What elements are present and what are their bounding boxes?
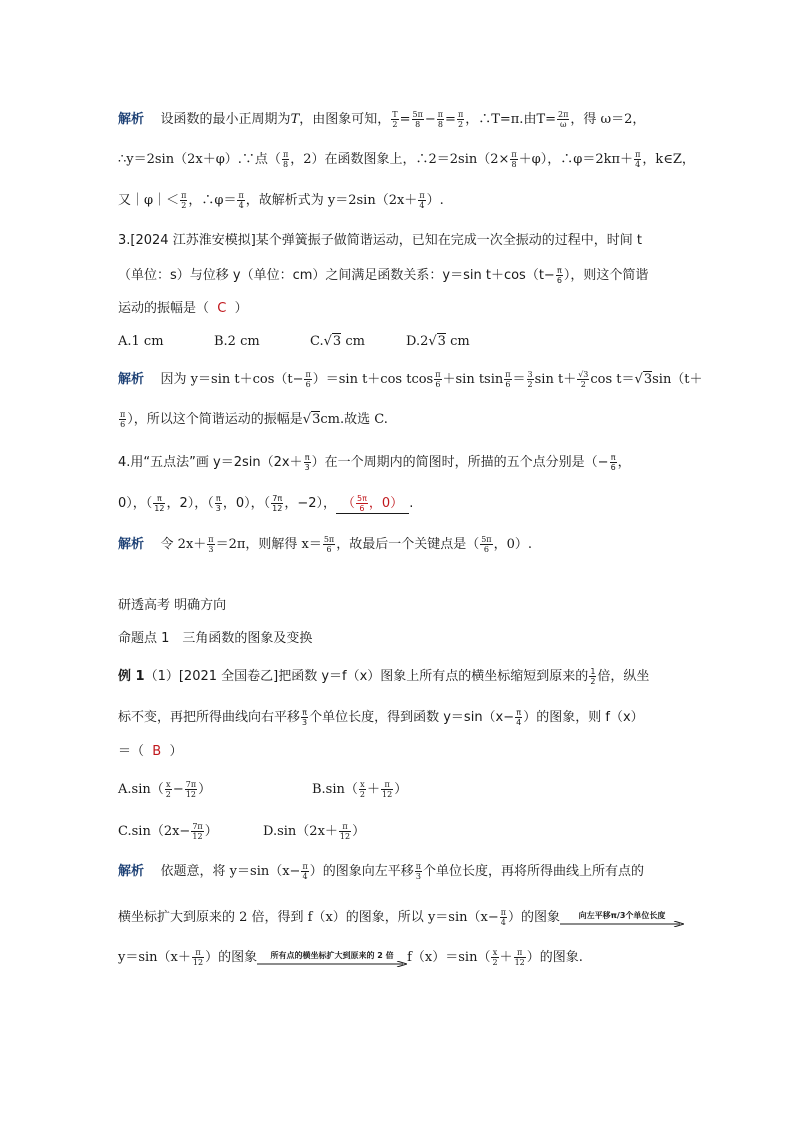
- fraction: $\frac{T}{2}$: [392, 110, 398, 129]
- option-b: B.2 cm: [214, 334, 260, 349]
- solution-ex1-line-1: [118, 862, 644, 881]
- fraction: $\frac{\pi}{12}$: [514, 948, 525, 967]
- solution-ex1-line-3: [118, 948, 583, 967]
- solution-label: 解析: [118, 372, 145, 387]
- text: （1）[2021 全国卷乙]把函数 y＝f（x）图象上所有点的横坐标缩短到原来的: [144, 669, 589, 684]
- text: ＝（: [118, 744, 145, 759]
- solution-label: 解析: [118, 864, 145, 879]
- text: 设函数的最小正周期为: [160, 112, 291, 127]
- text: 倍，纵坐: [597, 669, 650, 684]
- text: ）的图象向左平移: [309, 864, 414, 879]
- text: ）的图象: [205, 950, 258, 965]
- text: sin（t＋: [652, 372, 703, 387]
- fraction: $\frac{\pi}{8}$: [511, 150, 517, 169]
- option-c: C.sin（2x− $\frac{7\pi}{12}$ ）: [118, 822, 218, 841]
- fraction: $\frac{\pi}{2}$: [181, 191, 187, 210]
- text: =: [399, 112, 411, 127]
- fraction: $\frac{\pi}{6}$: [305, 370, 311, 389]
- text: cos t＝: [590, 372, 635, 387]
- text: =: [445, 112, 456, 127]
- fraction: $\frac{\pi}{6}$: [505, 370, 511, 389]
- question-3-line-2: [118, 266, 648, 285]
- transform-arrow-stretch: 所有点的横坐标扩大到原来的 2 倍: [257, 951, 407, 967]
- fraction: $\frac{5\pi}{8}$: [412, 110, 423, 129]
- fraction: $\frac{\pi}{6}$: [556, 266, 562, 285]
- text: ，0），（: [222, 496, 271, 511]
- question-4-line-2: [118, 494, 413, 514]
- text: ）.: [426, 193, 444, 208]
- text: ，得 ω＝2，: [570, 112, 646, 127]
- solution-ex1-line-2: [118, 908, 684, 927]
- text: 又｜φ｜＜: [118, 193, 180, 208]
- text: T: [290, 112, 300, 127]
- fraction: $\frac{\pi}{6}$: [435, 370, 441, 389]
- answer-blank: （ $\frac{5\pi}{6}$ ，0）: [336, 494, 409, 514]
- fraction: $\frac{5\pi}{6}$: [323, 535, 335, 554]
- text: ，−2），: [284, 496, 336, 511]
- solution-label: 解析: [118, 112, 145, 127]
- text: .: [409, 496, 414, 511]
- fraction: $\frac{3}{2}$: [527, 370, 533, 389]
- option-a: A.sin（ $\frac{x}{2}$ − $\frac{7\pi}{12}$ ）: [118, 780, 212, 799]
- topic-title: 命题点 1 三角函数的图象及变换: [118, 631, 313, 646]
- option-a: A.1 cm: [118, 334, 164, 349]
- text: f（x）＝sin（: [407, 950, 491, 965]
- text: ，∴T=π.由: [465, 112, 537, 127]
- fraction: $\frac{\pi}{6}$: [610, 453, 616, 472]
- option-b: B.sin（ $\frac{x}{2}$ ＋ $\frac{\pi}{12}$ ）: [312, 780, 408, 799]
- text: ），所以这个简谐运动的振幅是: [127, 412, 303, 427]
- option-c: C.√3 cm: [310, 334, 365, 349]
- fraction: $\frac{x}{2}$: [492, 948, 498, 967]
- text: 个单位长度，得到函数 y＝sin（x−: [309, 710, 515, 725]
- text: ∴y＝2sin（2x＋φ）.∵点（: [118, 152, 281, 167]
- solution-1-line-3: [118, 191, 444, 210]
- text: ，2）在函数图象上，∴2＝2sin（2×: [290, 152, 510, 167]
- fraction: $\frac{5\pi}{6}$: [481, 535, 492, 554]
- text: ＝2π，则解得 x＝: [215, 537, 322, 552]
- fraction: $\frac{\pi}{2}$: [457, 110, 464, 129]
- solution-label: 解析: [118, 537, 145, 552]
- radical: 3: [643, 372, 653, 387]
- question-3-options: [118, 333, 470, 351]
- text: ，: [617, 455, 631, 470]
- example-1-line-3: [118, 743, 182, 761]
- fraction: $\frac{7\pi}{12}$: [272, 494, 283, 513]
- fraction: $\frac{\pi}{12}$: [192, 948, 204, 967]
- question-4-line-1: [118, 453, 631, 472]
- fraction: $\frac{\pi}{3}$: [215, 494, 221, 513]
- text: ，0）.: [493, 537, 532, 552]
- text: 令 2x＋: [160, 537, 207, 552]
- fraction: $\frac{\pi}{4}$: [419, 191, 425, 210]
- fraction: $\frac{\pi}{4}$: [302, 862, 308, 881]
- text: ）的图象，则 f（x）: [523, 710, 644, 725]
- solution-1-line-2: [118, 150, 695, 169]
- answer-letter: B: [152, 744, 162, 759]
- fraction: $\frac{\pi}{3}$: [208, 535, 214, 554]
- fraction: $\frac{\pi}{8}$: [282, 150, 289, 169]
- fraction: $\frac{\pi}{3}$: [304, 453, 310, 472]
- text: ＋φ），∴φ＝2kπ＋: [518, 152, 634, 167]
- question-3-line-1: [118, 232, 642, 250]
- text: 依题意，将 y＝sin（x−: [160, 864, 301, 879]
- example-1-options-cd: [118, 822, 365, 841]
- text: ）: [169, 744, 183, 759]
- text: T=: [536, 112, 557, 127]
- answer-letter: C: [217, 301, 227, 316]
- fraction: $\frac{\pi}{3}$: [302, 708, 308, 727]
- solution-1-line-1: [118, 110, 645, 129]
- text: ）＝sin t＋cos tcos: [312, 372, 434, 387]
- text: ）在一个周期内的简图时，所描的五个点分别是（−: [311, 455, 609, 470]
- text: ＝: [512, 372, 526, 387]
- text: ，故解析式为 y＝2sin（2x＋: [245, 193, 418, 208]
- fraction: $\frac{√3}{2}$: [578, 370, 589, 389]
- text: ，由图象可知，: [299, 112, 391, 127]
- example-label: 例 1: [118, 669, 145, 684]
- text: y＝sin（x＋: [118, 950, 191, 965]
- fraction: $\frac{2\pi}{\omega}$: [558, 110, 569, 129]
- text: −: [424, 112, 436, 127]
- text: ，2），（: [166, 496, 214, 511]
- fraction: $\frac{\pi}{8}$: [437, 110, 444, 129]
- text: 运动的振幅是（: [118, 301, 210, 316]
- text: ＋: [499, 950, 513, 965]
- solution-3-line-1: 解析 因为 y＝sin t＋cos（t− $\frac{\pi}{6}$ ）＝sin t＋cos tcos $\frac{\pi}{6}$ ＋sin tsin $\frac{\pi}{6}$ ＝ $\frac{3}{2}$ sin t＋ $\frac{√3}{2}$ cos t＝√3sin（t＋: [118, 370, 703, 389]
- fraction: $\frac{1}{2}$: [590, 667, 596, 686]
- example-1-line-1: [118, 667, 649, 686]
- fraction: $\frac{\pi}{4}$: [238, 191, 244, 210]
- solution-4-line-1: [118, 535, 532, 554]
- text: 3.[2024 江苏淮安模拟]某个弹簧振子做简谐运动，已知在完成一次全振动的过程中，时间 t: [118, 233, 642, 248]
- text: ）的图象: [507, 910, 560, 925]
- text: ）: [234, 301, 248, 316]
- solution-3-line-2: $\frac{\pi}{6}$ ），所以这个简谐运动的振幅是√3cm.故选 C.: [120, 410, 388, 429]
- question-3-line-3: [118, 300, 248, 318]
- text: cm.故选 C.: [320, 412, 388, 427]
- text: （单位：s）与位移 y（单位：cm）之间满足函数关系：y＝sin t＋cos（t−: [118, 268, 555, 283]
- fraction: $\frac{\pi}{12}$: [154, 494, 165, 513]
- text: 横坐标扩大到原来的 2 倍，得到 f（x）的图象，所以 y＝sin（x−: [118, 910, 499, 925]
- fraction: $\frac{\pi}{3}$: [415, 862, 421, 881]
- option-d: D.2√3 cm: [406, 334, 470, 349]
- fraction: $\frac{\pi}{6}$: [120, 410, 126, 429]
- text: ），则这个简谐: [563, 268, 649, 283]
- text: ）的图象.: [526, 950, 583, 965]
- example-1-line-2: [118, 708, 644, 727]
- text: ，k∈Z，: [642, 152, 695, 167]
- text: 4.用“五点法”画 y＝2sin（2x＋: [118, 455, 303, 470]
- fraction: $\frac{\pi}{4}$: [516, 708, 522, 727]
- fraction: $\frac{\pi}{4}$: [500, 908, 506, 927]
- text: ＋sin tsin: [442, 372, 504, 387]
- example-1-options-ab: [118, 780, 407, 799]
- text: sin t＋: [534, 372, 577, 387]
- text: 0），（: [118, 496, 153, 511]
- transform-arrow-shift: 向左平移π/3个单位长度: [560, 911, 684, 927]
- text: 标不变，再把所得曲线向右平移: [118, 710, 301, 725]
- text: ，∴φ＝: [188, 193, 237, 208]
- fraction: $\frac{\pi}{4}$: [635, 150, 641, 169]
- text: 因为 y＝sin t＋cos（t−: [160, 372, 304, 387]
- text: ，故最后一个关键点是（: [336, 537, 480, 552]
- radical: 3: [312, 412, 321, 427]
- option-d: D.sin（2x＋ $\frac{\pi}{12}$ ）: [263, 822, 366, 841]
- section-title: 研透高考 明确方向: [118, 598, 227, 613]
- text: 个单位长度，再将所得曲线上所有点的: [423, 864, 645, 879]
